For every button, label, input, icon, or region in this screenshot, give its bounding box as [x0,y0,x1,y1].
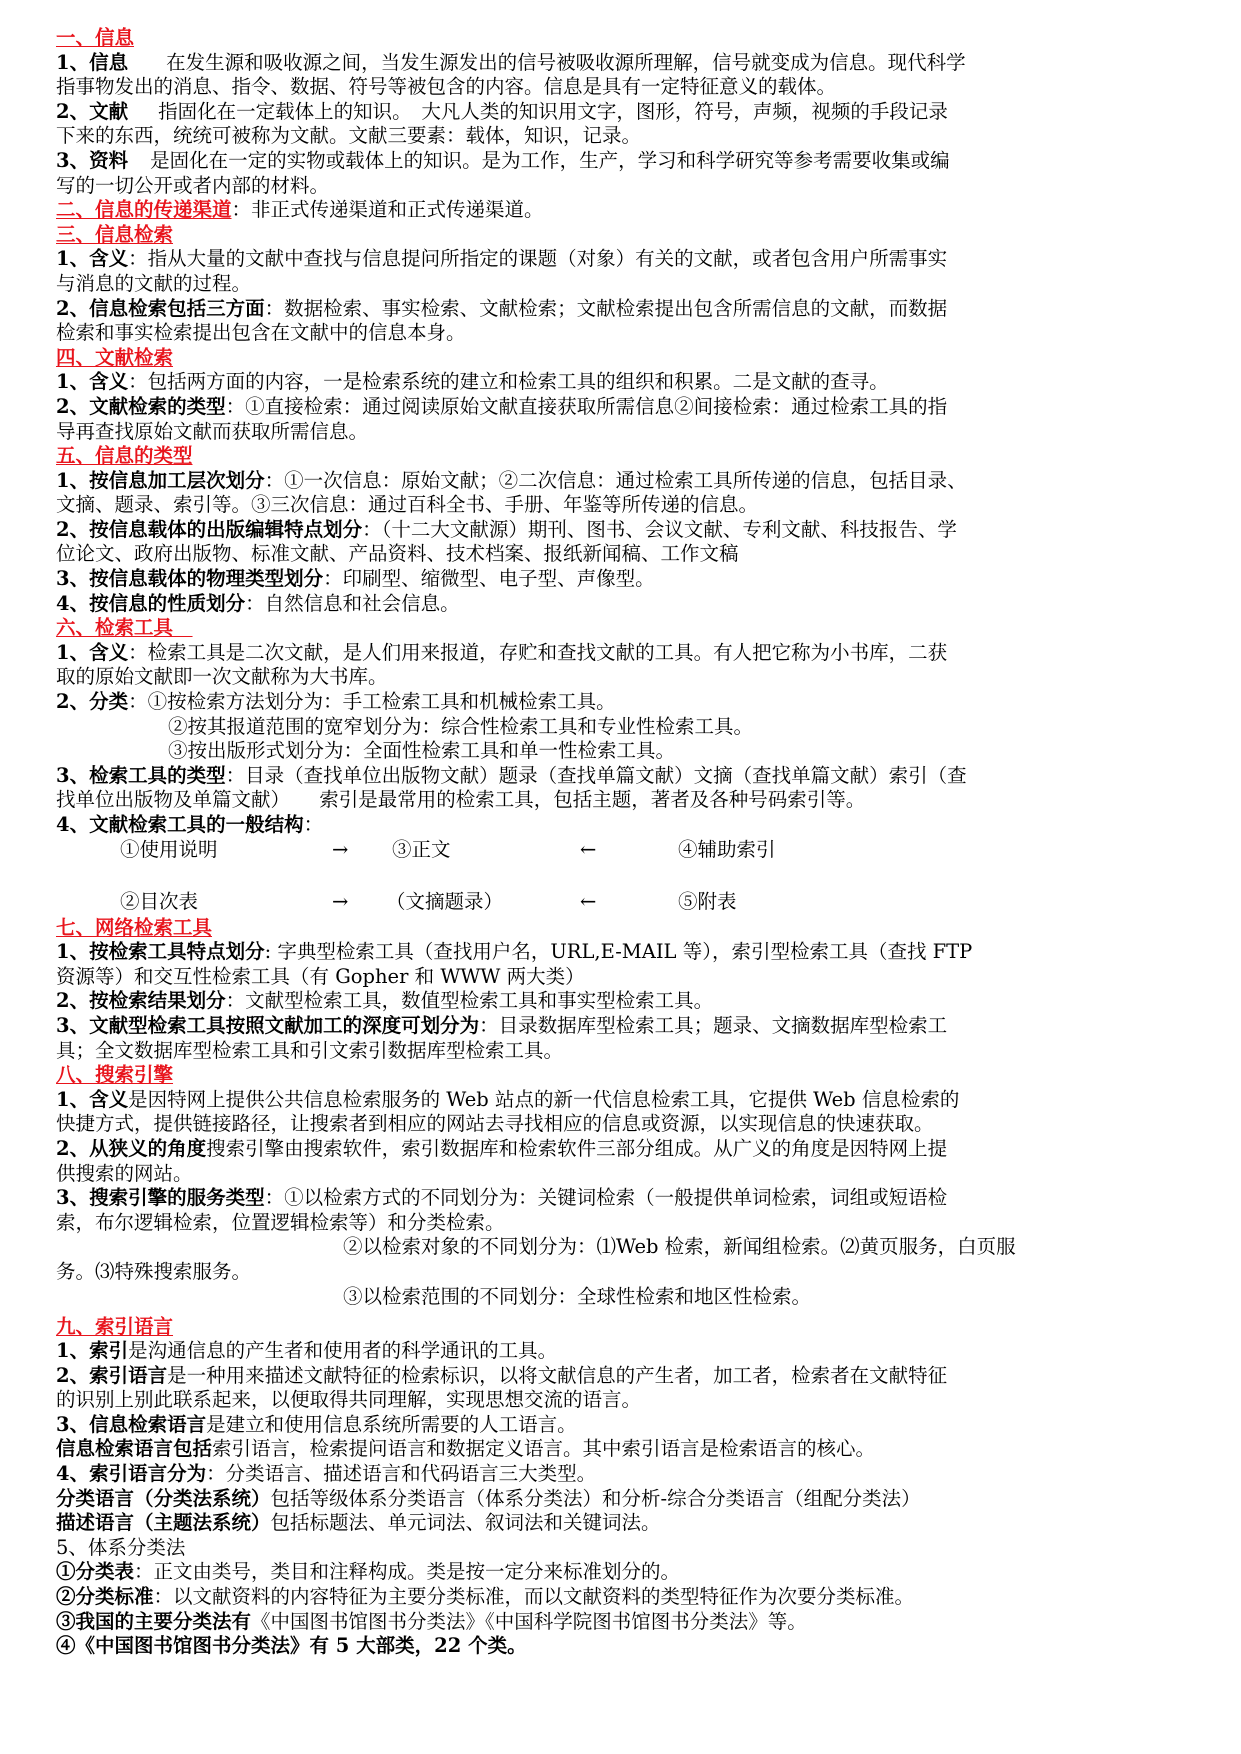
paragraph: 信息检索语言包括索引语言，检索提问语言和数据定义语言。其中索引语言是检索语言的核心。 [56,1437,876,1461]
paragraph: 1、信息 在发生源和吸收源之间，当发生源发出的信号被吸收源所理解，信号就变成为信息。现代科学 [56,50,966,74]
paragraph: 1、按信息加工层次划分：①一次信息：原始文献；②二次信息：通过检索工具所传递的信息，包括目录、 [56,468,967,492]
paragraph: 分类语言（分类法系统）包括等级体系分类语言（体系分类法）和分析-综合分类语言（组配分类法） [56,1486,921,1510]
structure-flow-row-2 [56,890,1185,916]
section-heading: 三、信息检索 [56,222,174,246]
paragraph: ②分类标准：以文献资料的内容特征为主要分类标准，而以文献资料的类型特征作为次要分类标准。 [56,1585,915,1609]
paragraph-cont: 快捷方式，提供链接路径，让搜索者到相应的网站去寻找相应的信息或资源，以实现信息的快速获取。 [56,1112,934,1136]
arrow-right-icon: → [332,889,349,913]
section-heading: 七、网络检索工具 [56,915,213,939]
paragraph-cont: 与消息的文献的过程。 [56,271,252,295]
paragraph: 2、分类：①按检索方法划分为：手工检索工具和机械检索工具。 [56,690,616,714]
paragraph-cont: ③按出版形式划分为：全面性检索工具和单一性检索工具。 [168,739,676,763]
paragraph: 2、文献 指固化在一定载体上的知识。 大凡人类的知识用文字，图形，符号，声频，视频的手段记录 [56,99,948,123]
paragraph-cont: 的识别上别此联系起来，以便取得共同理解，实现思想交流的语言。 [56,1388,642,1412]
paragraph: 4、文献检索工具的一般结构： [56,813,324,836]
flow-item: ①使用说明 [120,837,218,861]
paragraph-cont: 取的原始文献即一次文献称为大书库。 [56,665,388,689]
paragraph-cont: 索，布尔逻辑检索，位置逻辑检索等）和分类检索。 [56,1210,505,1234]
section-heading: 一、信息 [56,26,135,49]
paragraph: ①分类表：正文由类号，类目和注释构成。类是按一定分来标准划分的。 [56,1560,681,1584]
paragraph: 1、含义：指从大量的文献中查找与信息提问所指定的课题（对象）有关的文献，或者包含用户所需事实 [56,247,948,271]
paragraph: 1、含义：检索工具是二次文献，是人们用来报道，存贮和查找文献的工具。有人把它称为小书库，二获 [56,640,948,664]
paragraph-cont: ③以检索范围的不同划分：全球性检索和地区性检索。 [343,1284,812,1308]
paragraph: 5、体系分类法 [56,1535,186,1559]
section-heading: 二、信息的传递渠道：非正式传递渠道和正式传递渠道。 [56,198,544,222]
paragraph-cont: 找单位出版物及单篇文献） 索引是最常用的检索工具，包括主题，著者及各种号码索引等。 [56,788,866,812]
section-heading: 四、文献检索 [56,345,174,369]
section-heading: 九、索引语言 [56,1314,174,1338]
structure-flow-row-1 [56,838,1185,890]
section-heading: 八、搜索引擎 [56,1063,174,1087]
flow-item: ④辅助索引 [678,837,776,861]
paragraph-cont: 务。⑶特殊搜索服务。 [56,1259,252,1283]
paragraph: 3、检索工具的类型：目录（查找单位出版物文献）题录（查找单篇文献）文摘（查找单篇文献）索引（查 [56,763,967,787]
paragraph: 3、文献型检索工具按照文献加工的深度可划分为：目录数据库型检索工具；题录、文摘数据库型检索工 [56,1013,948,1037]
paragraph: 3、资料 是固化在一定的实物或载体上的知识。是为工作，生产，学习和科学研究等参考需要收集或编 [56,148,950,172]
section-heading: 五、信息的类型 [56,444,193,468]
paragraph: 2、按信息载体的出版编辑特点划分：（十二大文献源）期刊、图书、会议文献、专利文献、科技报告、学 [56,517,957,541]
paragraph-cont: 文摘、题录、索引等。③三次信息：通过百科全书、手册、年鉴等所传递的信息。 [56,493,759,517]
paragraph-cont: 指事物发出的消息、指令、数据、符号等被包含的内容。信息是具有一定特征意义的载体。 [56,75,837,99]
paragraph: 1、索引是沟通信息的产生者和使用者的科学通讯的工具。 [56,1339,558,1363]
paragraph: 2、从狭义的角度搜索引擎由搜索软件，索引数据库和检索软件三部分组成。从广义的角度是因特网上提 [56,1136,948,1160]
paragraph: 1、含义：包括两方面的内容，一是检索系统的建立和检索工具的组织和积累。二是文献的查寻。 [56,370,889,394]
paragraph: 4、按信息的性质划分：自然信息和社会信息。 [56,591,460,615]
paragraph: 1、按检索工具特点划分: 字典型检索工具（查找用户名，URL,E-MAIL 等），索引型检索工具（查找 FTP [56,940,973,964]
paragraph: 2、索引语言是一种用来描述文献特征的检索标识，以将文献信息的产生者，加工者，检索者在文献特征 [56,1363,948,1387]
arrow-right-icon: → [332,837,349,861]
paragraph: ③我国的主要分类法有《中国图书馆图书分类法》《中国科学院图书馆图书分类法》等。 [56,1609,807,1633]
arrow-left-icon: ← [580,889,597,913]
paragraph-cont: 导再查找原始文献而获取所需信息。 [56,419,369,443]
paragraph: ④《中国图书馆图书分类法》有 5 大部类，22 个类。 [56,1634,527,1658]
flow-item: ③正文 [392,837,451,861]
flow-item: （文摘题录） [386,889,504,913]
paragraph-cont: 下来的东西，统统可被称为文献。文献三要素：载体，知识，记录。 [56,124,642,148]
arrow-left-icon: ← [580,837,597,861]
paragraph: 1、含义是因特网上提供公共信息检索服务的 Web 站点的新一代信息检索工具，它提供 Web 信息检索的 [56,1087,960,1111]
section-heading: 六、检索工具 [56,616,174,640]
paragraph: 3、按信息载体的物理类型划分：印刷型、缩微型、电子型、声像型。 [56,567,655,591]
paragraph-cont: 供搜索的网站。 [56,1161,193,1185]
paragraph-cont: ②按其报道范围的宽窄划分为：综合性检索工具和专业性检索工具。 [168,714,754,738]
paragraph: 描述语言（主题法系统）包括标题法、单元词法、叙词法和关键词法。 [56,1511,661,1535]
paragraph: 3、信息检索语言是建立和使用信息系统所需要的人工语言。 [56,1412,577,1436]
paragraph-cont: ②以检索对象的不同划分为：⑴Web 检索，新闻组检索。⑵黄页服务，白页服 [343,1235,1016,1259]
flow-item: ②目次表 [120,889,199,913]
paragraph-cont: 资源等）和交互性检索工具（有 Gopher 和 WWW 两大类） [56,964,585,988]
paragraph-cont: 检索和事实检索提出包含在文献中的信息本身。 [56,321,466,345]
paragraph-cont: 写的一切公开或者内部的材料。 [56,173,330,197]
paragraph: 3、搜索引擎的服务类型：①以检索方式的不同划分为：关键词检索（一般提供单词检索，词组或短语检 [56,1186,948,1210]
paragraph: 2、信息检索包括三方面：数据检索、事实检索、文献检索；文献检索提出包含所需信息的文献，而数据 [56,296,948,320]
paragraph: 2、文献检索的类型：①直接检索：通过阅读原始文献直接获取所需信息②间接检索：通过检索工具的指 [56,394,948,418]
flow-item: ⑤附表 [678,889,737,913]
paragraph: 4、索引语言分为：分类语言、描述语言和代码语言三大类型。 [56,1462,597,1486]
paragraph-cont: 位论文、政府出版物、标准文献、产品资料、技术档案、报纸新闻稿、工作文稿 [56,542,739,566]
paragraph: 2、按检索结果划分：文献型检索工具，数值型检索工具和事实型检索工具。 [56,989,714,1013]
paragraph-cont: 具；全文数据库型检索工具和引文索引数据库型检索工具。 [56,1038,564,1062]
